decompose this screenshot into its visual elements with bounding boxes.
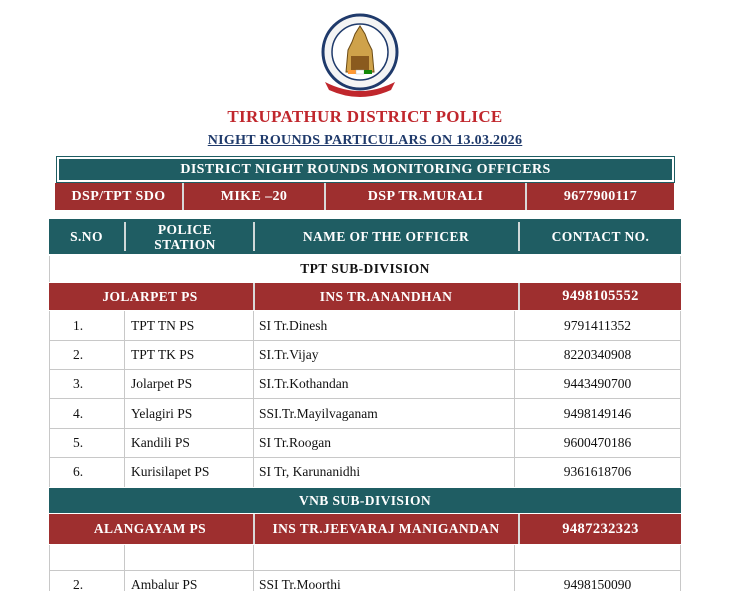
district-title: TIRUPATHUR DISTRICT POLICE xyxy=(227,107,503,126)
tpt-lead-contact: 9498105552 xyxy=(562,288,639,304)
monitoring-call-sign: MIKE –20 xyxy=(220,188,288,204)
row-officer xyxy=(259,545,509,570)
row-contact: 9791411352 xyxy=(564,317,631,333)
row-contact xyxy=(515,545,680,570)
monitoring-heading: DISTRICT NIGHT ROUNDS MONITORING OFFICERS xyxy=(57,157,674,182)
row-contact: 9361618706 xyxy=(563,463,632,479)
tpt-lead-officer: INS TR.ANANDHAN xyxy=(319,288,453,304)
row-sno: 1. xyxy=(72,317,84,333)
report-subtitle: NIGHT ROUNDS PARTICULARS ON 13.03.2026 xyxy=(207,133,523,148)
row-station: Jolarpet PS xyxy=(131,375,193,391)
row-officer: SSI Tr.Moorthi xyxy=(259,577,341,592)
row-sno: 2. xyxy=(72,346,84,362)
row-officer: SI Tr, Karunanidhi xyxy=(259,463,361,479)
monitoring-officer: DSP TR.MURALI xyxy=(367,188,484,204)
row-station: TPT TK PS xyxy=(131,346,195,362)
row-station xyxy=(131,545,251,570)
monitoring-contact: 9677900117 xyxy=(563,188,638,204)
row-sno xyxy=(49,545,107,570)
vnb-subdivision-title: VNB SUB-DIVISION xyxy=(49,488,681,513)
row-contact: 9498149146 xyxy=(563,405,632,421)
row-contact: 8220340908 xyxy=(563,346,632,362)
monitoring-designation: DSP/TPT SDO xyxy=(71,188,166,204)
row-sno: 5. xyxy=(72,434,84,450)
row-contact: 9600470186 xyxy=(563,434,632,450)
vnb-lead-contact: 9487232323 xyxy=(562,520,639,537)
row-station: Kandili PS xyxy=(131,434,190,450)
tamilnadu-police-logo xyxy=(319,12,401,100)
row-station: Yelagiri PS xyxy=(131,405,193,421)
row-officer: SSI.Tr.Mayilvaganam xyxy=(259,405,378,421)
row-contact: 9443490700 xyxy=(563,375,632,391)
row-sno: 6. xyxy=(72,463,84,479)
tpt-subdivision-title: TPT SUB-DIVISION xyxy=(49,256,681,282)
row-station: Ambalur PS xyxy=(131,577,198,592)
row-officer: SI.Tr.Vijay xyxy=(259,346,319,362)
row-sno: 4. xyxy=(72,405,84,421)
column-officer-name: NAME OF THE OFFICER xyxy=(302,228,470,244)
tpt-lead-station: JOLARPET PS xyxy=(102,288,198,304)
column-contact: CONTACT NO. xyxy=(551,228,650,244)
row-contact: 9498150090 xyxy=(563,577,632,592)
row-officer: SI.Tr.Kothandan xyxy=(259,375,349,391)
row-sno: 2. xyxy=(72,577,84,592)
row-officer: SI Tr.Dinesh xyxy=(259,317,328,333)
column-sno: S.NO xyxy=(70,228,103,244)
column-police-station: POLICE STATION xyxy=(154,221,216,252)
row-station: TPT TN PS xyxy=(131,317,195,333)
vnb-lead-officer: INS TR.JEEVARAJ MANIGANDAN xyxy=(272,521,500,536)
vnb-lead-station: ALANGAYAM PS xyxy=(93,521,207,536)
row-officer: SI Tr.Roogan xyxy=(259,434,332,450)
row-station: Kurisilapet PS xyxy=(131,463,210,479)
row-sno: 3. xyxy=(72,375,84,391)
